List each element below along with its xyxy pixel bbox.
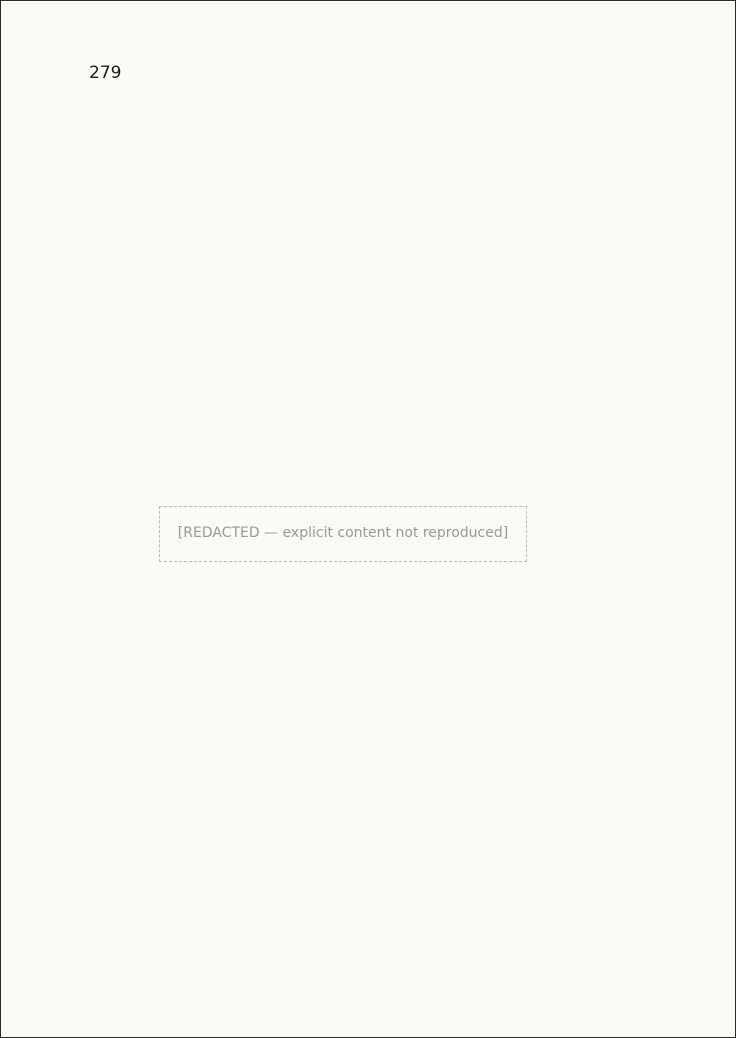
body-text-area [71,121,615,947]
page-number: 279 [89,63,122,83]
redaction-notice: [REDACTED — explicit content not reproduced] [159,506,527,561]
